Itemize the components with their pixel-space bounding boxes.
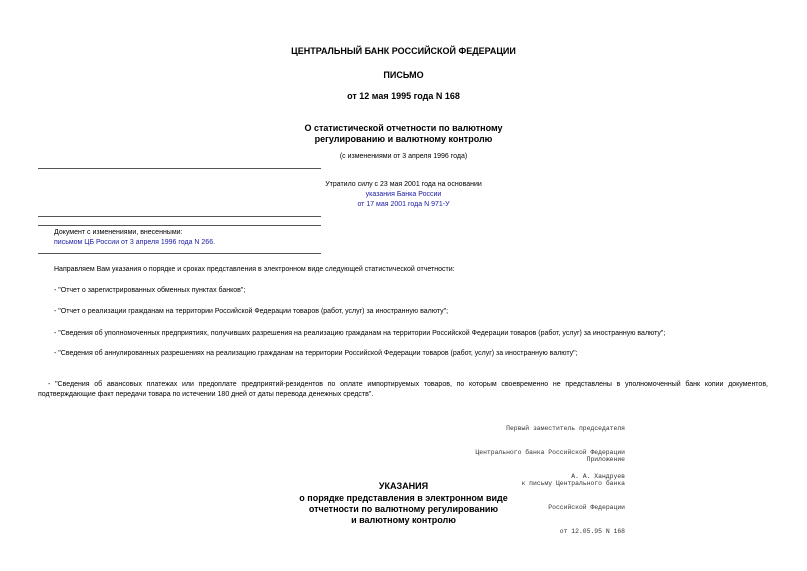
list-item: - "Сведения об уполномоченных предприятиях, получивших разрешения на реализацию гражданам на территории Российской Федерации товаров (работ, услуг) за иностранную валюту"; [54, 330, 666, 337]
void-notice [0, 180, 807, 210]
signature-position: Первый заместитель председателя [506, 425, 625, 432]
instructions-title: УКАЗАНИЯ [378, 481, 429, 491]
appendix-label: Приложение [586, 456, 625, 463]
instructions-subtitle-3: и валютному контролю [351, 515, 456, 525]
document-title-line-2: регулированию и валютному контролю [314, 134, 493, 144]
list-item-last: - "Сведения об авансовых платежах или предоплате предприятий-резидентов по оплате импортируемых товаров, по которым своевременно не представлены в уполномоченный банк копии документов, подтверждающие факт передачи товара по истечении 180 дней от даты перевода денежных средств". [38, 381, 768, 398]
appendix-date: от 12.05.95 N 168 [559, 528, 625, 535]
divider [38, 216, 321, 217]
void-notice-link-date[interactable]: от 17 мая 2001 года N 971-У [357, 201, 450, 208]
appendix-block [521, 440, 625, 544]
changes-block [54, 228, 215, 248]
document-type: ПИСЬМО [383, 70, 424, 80]
signature-name: А. А. Хандруев [571, 473, 625, 480]
intro-paragraph: Направляем Вам указания о порядке и сроках представления в электронном виде следующей статистической отчетности: [54, 266, 455, 273]
appendix-reference-org: Российской Федерации [548, 504, 625, 511]
amendments-note: (с изменениями от 3 апреля 1996 года) [339, 153, 468, 160]
list-item: - "Отчет о зарегистрированных обменных пунктах банков"; [54, 287, 246, 294]
divider [38, 225, 321, 226]
list-item: - "Отчет о реализации гражданам на территории Российской Федерации товаров (работ, услуг) за иностранную валюту"; [54, 308, 449, 315]
instructions-subtitle-2: отчетности по валютному регулированию [308, 504, 499, 514]
list-item: - "Сведения об аннулированных разрешениях на реализацию гражданам на территории Российской Федерации товаров (работ, услуг) за иностранную валюту"; [54, 350, 578, 357]
void-notice-text: Утратило силу с 23 мая 2001 года на основании [325, 181, 482, 188]
document-date: от 12 мая 1995 года N 168 [347, 91, 460, 101]
instructions-subtitle-1: о порядке представления в электронном виде [299, 493, 508, 503]
changes-link[interactable]: письмом ЦБ России от 3 апреля 1996 года N 266. [54, 239, 216, 246]
divider [38, 253, 321, 254]
org-name: ЦЕНТРАЛЬНЫЙ БАНК РОССИЙСКОЙ ФЕДЕРАЦИИ [291, 46, 516, 56]
document-title-line-1: О статистической отчетности по валютному [304, 123, 503, 133]
appendix-reference: к письму Центрального банка [521, 480, 625, 487]
signature-organization: Центрального банка Российской Федерации [475, 449, 625, 456]
changes-label: Документ с изменениями, внесенными: [54, 229, 183, 236]
void-notice-link[interactable]: указания Банка России [365, 191, 442, 198]
divider [38, 168, 321, 169]
